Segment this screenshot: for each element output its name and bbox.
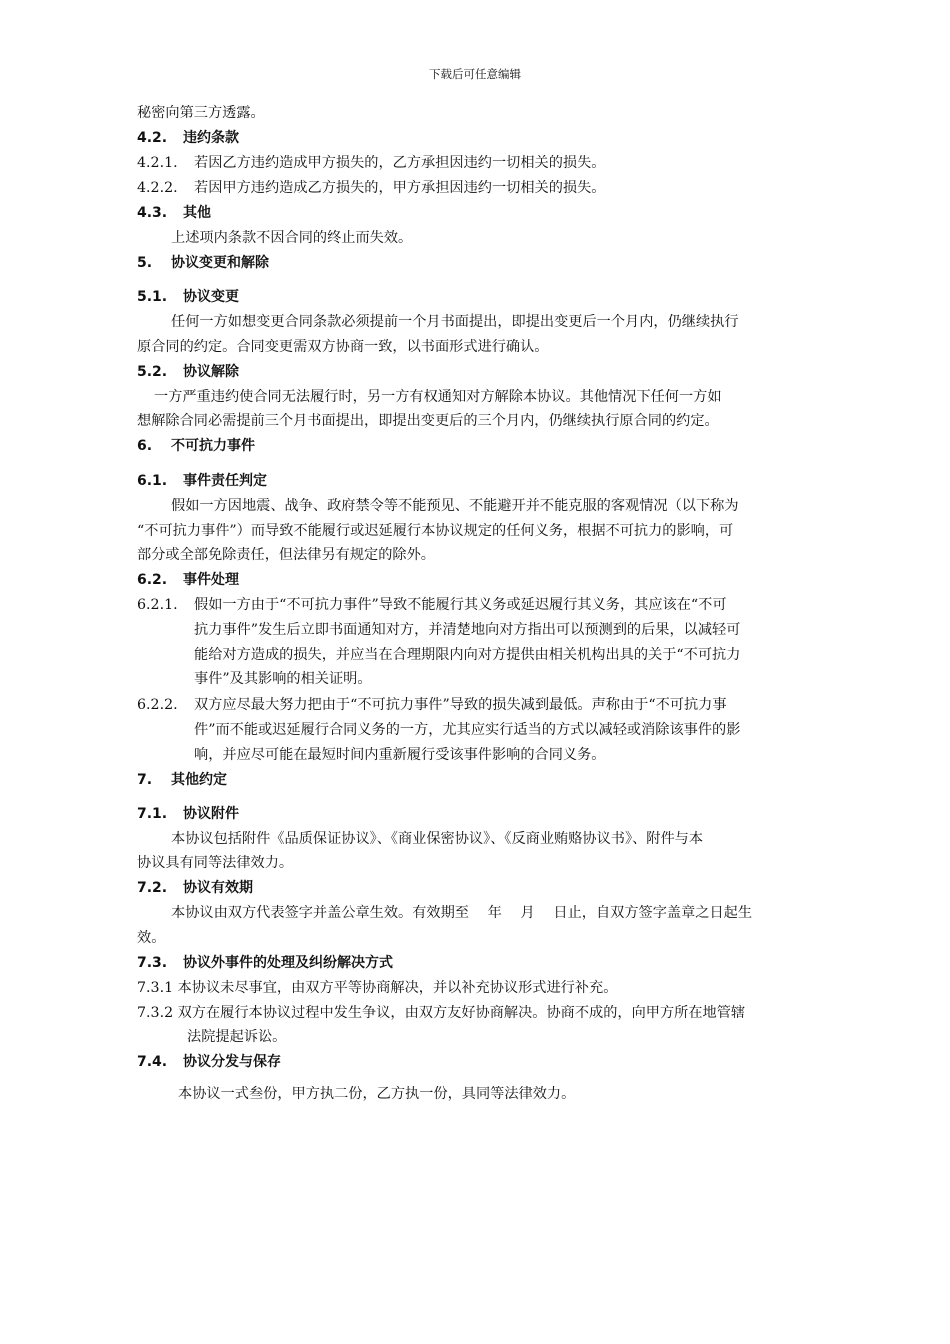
section-number: 5. [137, 255, 153, 271]
section-title: 协议分发与保存 [183, 1054, 281, 1070]
section-title: 违约条款 [183, 130, 239, 146]
clause-text-continuation: 能给对方造成的损失，并应当在合理期限内向对方提供由相关机构出具的关于“不可抗力 [194, 647, 741, 663]
section-heading-6 [137, 437, 255, 455]
clause-7-3-1: 7.3.1 本协议未尽事宜，由双方平等协商解决，并以补充协议形式进行补充。 [137, 980, 618, 996]
body-line: 本协议一式叁份，甲方执二份，乙方执一份，具同等法律效力。 [178, 1086, 576, 1102]
section-heading-6-1 [137, 472, 267, 490]
section-number: 6.2. [137, 572, 168, 588]
clause-4-2-1 [137, 154, 605, 172]
section-title: 协议外事件的处理及纠纷解决方式 [183, 955, 393, 971]
body-line: 一方严重违约使合同无法履行时，另一方有权通知对方解除本协议。其他情况下任何一方如 [154, 389, 722, 405]
section-heading-6-2 [137, 571, 239, 589]
section-number: 7.3. [137, 955, 168, 971]
clause-6-2-1 [137, 596, 727, 614]
section-title: 协议解除 [183, 364, 239, 380]
clause-text: 若因甲方违约造成乙方损失的，甲方承担因违约一切相关的损失。 [194, 180, 606, 196]
section-heading-5-2 [137, 363, 239, 381]
body-line: 秘密向第三方透露。 [137, 105, 265, 121]
section-number: 7.2. [137, 880, 168, 896]
section-heading-5 [137, 254, 269, 272]
page-header: 下载后可任意编辑 [429, 67, 521, 81]
body-line: 本协议包括附件《品质保证协议》、《商业保密协议》、《反商业贿赂协议书》、附件与本 [171, 831, 704, 847]
body-line: 协议具有同等法律效力。 [137, 855, 294, 871]
clause-text-continuation: 抗力事件”发生后立即书面通知对方，并清楚地向对方指出可以预测到的后果，以减轻可 [194, 622, 741, 638]
section-number: 6. [137, 438, 153, 454]
section-title: 不可抗力事件 [171, 438, 255, 454]
section-heading-4-3 [137, 204, 211, 222]
clause-text: 若因乙方违约造成甲方损失的，乙方承担因违约一切相关的损失。 [194, 155, 606, 171]
section-title: 事件责任判定 [183, 473, 267, 489]
clause-text: 假如一方由于“不可抗力事件”导致不能履行其义务或延迟履行其义务，其应该在“不可 [194, 597, 727, 613]
body-line: “不可抗力事件”）而导致不能履行或迟延履行本协议规定的任何义务，根据不可抗力的影响，可 [137, 523, 734, 539]
body-line: 本协议由双方代表签字并盖公章生效。有效期至 年 月 日止，自双方签字盖章之日起生 [171, 905, 753, 921]
clause-text-continuation: 事件”及其影响的相关证明。 [194, 671, 372, 687]
body-line: 原合同的约定。合同变更需双方协商一致，以书面形式进行确认。 [137, 339, 549, 355]
clause-7-3-2: 7.3.2 双方在履行本协议过程中发生争议，由双方友好协商解决。协商不成的，向甲方所在地管辖 [137, 1005, 746, 1021]
clause-text-continuation: 件”而不能或迟延履行合同义务的一方，尤其应实行适当的方式以减轻或消除该事件的影 [194, 722, 741, 738]
clause-number: 6.2.1. [137, 597, 178, 613]
body-line: 想解除合同必需提前三个月书面提出，即提出变更后的三个月内，仍继续执行原合同的约定。 [137, 413, 719, 429]
section-title: 事件处理 [183, 572, 239, 588]
clause-number: 4.2.2. [137, 180, 178, 196]
body-line: 假如一方因地震、战争、政府禁令等不能预见、不能避开并不能克服的客观情况（以下称为 [171, 498, 739, 514]
section-number: 5.2. [137, 364, 168, 380]
section-title: 协议附件 [183, 806, 239, 822]
section-title: 协议变更 [183, 289, 239, 305]
clause-number: 4.2.1. [137, 155, 178, 171]
section-number: 7.4. [137, 1054, 168, 1070]
section-number: 6.1. [137, 473, 168, 489]
section-number: 7. [137, 772, 153, 788]
section-heading-7 [137, 771, 227, 789]
clause-text-continuation: 法院提起诉讼。 [187, 1029, 287, 1045]
section-title: 协议变更和解除 [171, 255, 269, 271]
clause-text-continuation: 响，并应尽可能在最短时间内重新履行受该事件影响的合同义务。 [194, 747, 606, 763]
clause-4-2-2 [137, 179, 605, 197]
section-heading-7-2 [137, 879, 253, 897]
section-heading-4-2 [137, 129, 239, 147]
body-line: 部分或全部免除责任，但法律另有规定的除外。 [137, 547, 435, 563]
clause-text: 双方应尽最大努力把由于“不可抗力事件”导致的损失减到最低。声称由于“不可抗力事 [194, 697, 727, 713]
section-title: 协议有效期 [183, 880, 253, 896]
section-title: 其他 [183, 205, 211, 221]
section-heading-5-1 [137, 288, 239, 306]
clause-number: 6.2.2. [137, 697, 178, 713]
section-title: 其他约定 [171, 772, 227, 788]
section-number: 7.1. [137, 806, 168, 822]
section-heading-7-1 [137, 805, 239, 823]
body-line: 上述项内条款不因合同的终止而失效。 [171, 230, 413, 246]
section-number: 4.2. [137, 130, 168, 146]
body-line: 任何一方如想变更合同条款必须提前一个月书面提出，即提出变更后一个月内，仍继续执行 [171, 314, 739, 330]
clause-6-2-2 [137, 696, 727, 714]
body-line: 效。 [137, 930, 166, 946]
section-number: 4.3. [137, 205, 168, 221]
section-heading-7-3 [137, 954, 393, 972]
section-number: 5.1. [137, 289, 168, 305]
section-heading-7-4 [137, 1053, 281, 1071]
